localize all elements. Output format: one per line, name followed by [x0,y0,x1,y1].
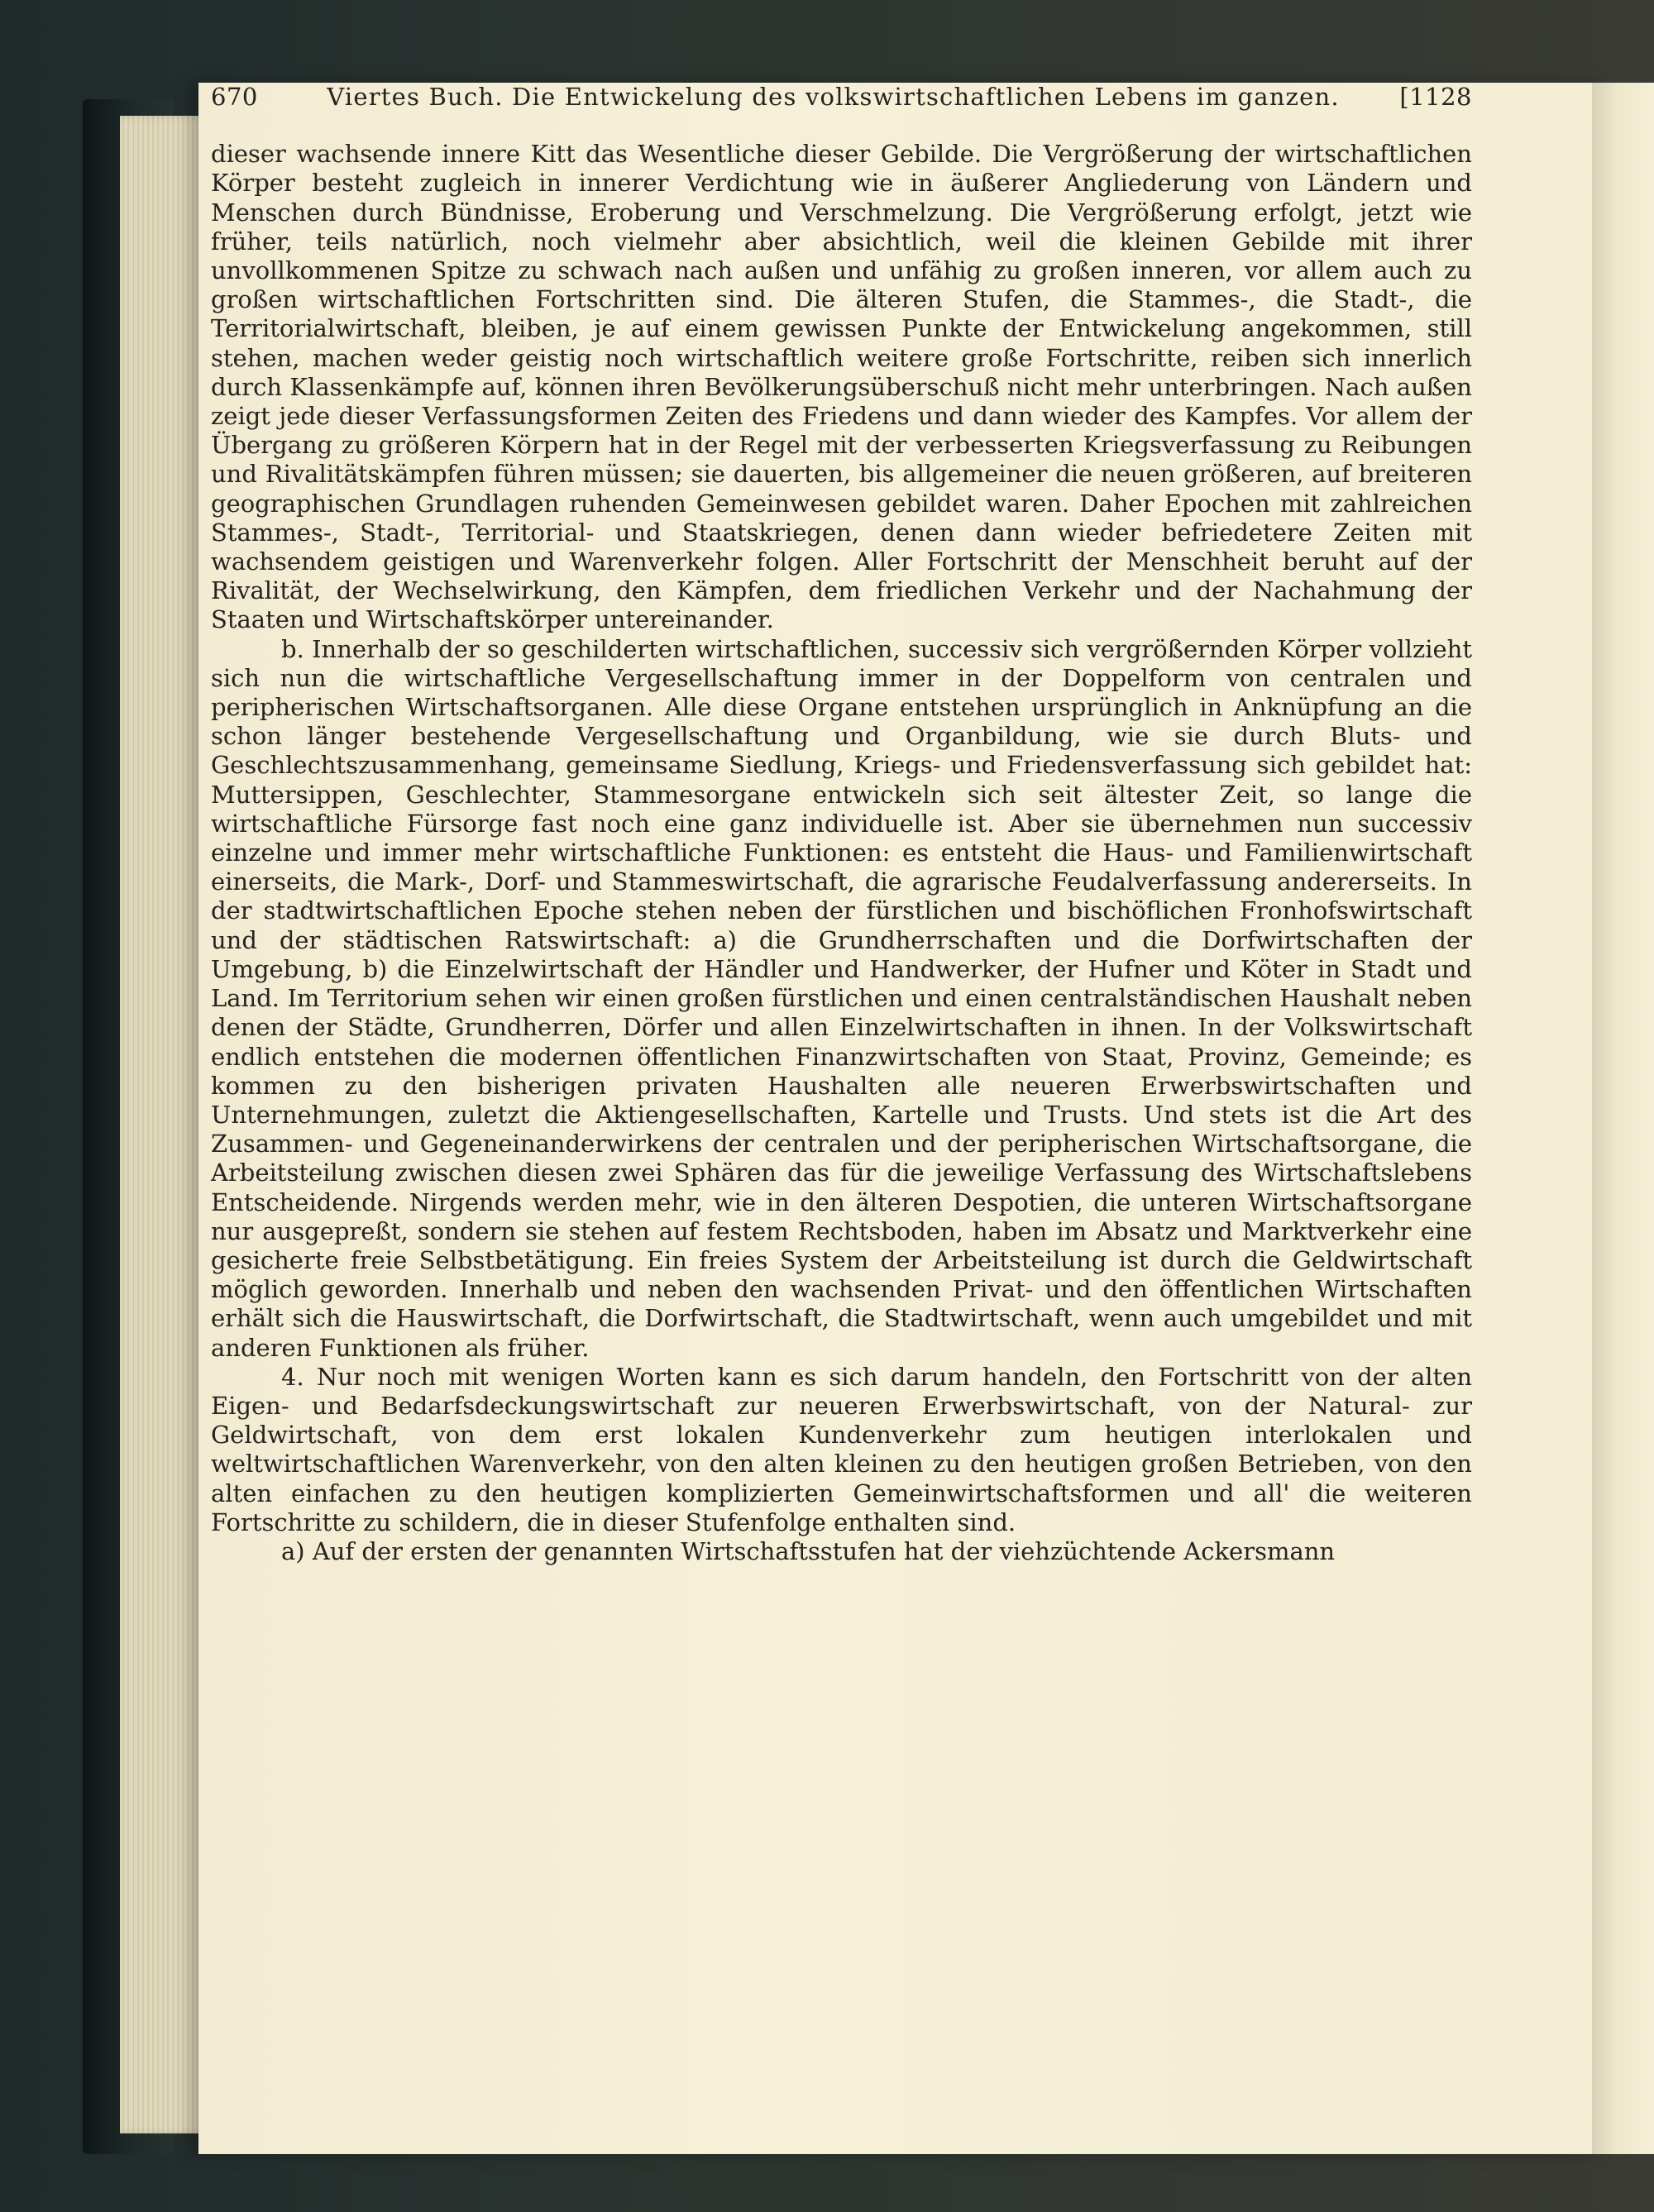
body-paragraph: a) Auf der ersten der genannten Wirtschaftsstufen hat der viehzüchtende Ackersmann [281,1536,1336,1565]
running-title: Viertes Buch. Die Entwickelung des volkswirtschaftlichen Lebens im ganzen. [327,83,1340,111]
body-paragraph: dieser wachsende innere Kitt das Wesentliche dieser Gebilde. Die Vergrößerung der wirtschaftlichen Körper besteht zugleich in innerer Verdichtung wie in äußerer Angliederung von Ländern und Menschen durch Bündnisse, Eroberung und Verschmelzung. Die Vergrößerung erfolgt, jetzt wie früher, teils natürlich, noch vielmehr aber absichtlich, weil die kleinen Gebilde mit ihrer unvollkommenen Spitze zu schwach nach außen und unfähig zu großen inneren, vor allem auch zu großen wirtschaftlichen Fortschritten sind. Die älteren Stufen, die Stammes-, die Stadt-, die Territorialwirtschaft, bleiben, je auf einem gewissen Punkte der Entwickelung angekommen, still stehen, machen weder geistig noch wirtschaftlich weitere große Fortschritte, reiben sich innerlich durch Klassenkämpfe auf, können ihren Bevölkerungsüberschuß nicht mehr unterbringen. Nach außen zeigt jede dieser Verfassungsformen Zeiten des Friedens und dann wieder des Kampfes. Vor allem der Übergang zu größeren Körpern hat in der Regel mit der verbesserten Kriegsverfassung zu Reibungen und Rivalitätskämpfen führen müssen; sie dauerten, bis allgemeiner die neuen größeren, auf breiteren geographischen Grundlagen ruhenden Gemeinwesen gebildet waren. Daher Epochen mit zahlreichen Stammes-, Stadt-, Territorial- und Staatskriegen, denen dann wieder befriedetere Zeiten mit wachsendem geistigen und Warenverkehr folgen. Aller Fortschritt der Menschheit beruht auf der Rivalität, der Wechselwirkung, den Kämpfen, dem friedlichen Verkehr und der Nachahmung der Staaten und Wirtschaftskörper untereinander. [211,140,1472,634]
running-header [211,83,1472,112]
body-paragraph: b. Innerhalb der so geschilderten wirtschaftlichen, successiv sich vergrößernden Körper vollzieht sich nun die wirtschaftliche Vergesellschaftung immer in der Doppelform von centralen und peripherischen Wirtschaftsorganen. Alle diese Organe entstehen ursprünglich in Anknüpfung an die schon länger bestehende Vergesellschaftung und Organbildung, wie sie durch Bluts- und Geschlechtszusammenhang, gemeinsame Siedlung, Kriegs- und Friedensverfassung sich gebildet hat: Muttersippen, Geschlechter, Stammesorgane entwickeln sich seit ältester Zeit, so lange die wirtschaftliche Fürsorge fast noch eine ganz individuelle ist. Aber sie übernehmen nun successiv einzelne und immer mehr wirtschaftliche Funktionen: es entsteht die Haus- und Familienwirtschaft einerseits, die Mark-, Dorf- und Stammeswirtschaft, die agrarische Feudalverfassung andererseits. In der stadtwirtschaftlichen Epoche stehen neben der fürstlichen und bischöflichen Fronhofswirtschaft und der städtischen Ratswirtschaft: a) die Grundherrschaften und die Dorfwirtschaften der Umgebung, b) die Einzelwirtschaft der Händler und Handwerker, der Hufner und Köter in Stadt und Land. Im Territorium sehen wir einen großen fürstlichen und einen centralständischen Haushalt neben denen der Städte, Grundherren, Dörfer und allen Einzelwirtschaften in ihnen. In der Volkswirtschaft endlich entstehen die modernen öffentlichen Finanzwirtschaften von Staat, Provinz, Gemeinde; es kommen zu den bisherigen privaten Haushalten alle neueren Erwerbswirtschaften und Unternehmungen, zuletzt die Aktiengesellschaften, Kartelle und Trusts. Und stets ist die Art des Zusammen- und Gegeneinanderwirkens der centralen und der peripherischen Wirtschaftsorgane, die Arbeitsteilung zwischen diesen zwei Sphären das für die jeweilige Verfassung des Wirtschaftslebens Entscheidende. Nirgends werden mehr, wie in den älteren Despotien, die unteren Wirtschaftsorgane nur ausgepreßt, sondern sie stehen auf festem Rechtsboden, haben im Absatz und Marktverkehr eine gesicherte freie Selbstbetätigung. Ein freies System der Arbeitsteilung ist durch die Geldwirtschaft möglich geworden. Innerhalb und neben den wachsenden Privat- und den öffentlichen Wirtschaften erhält sich die Hauswirtschaft, die Dorfwirtschaft, die Stadtwirtschaft, wenn auch umgebildet und mit anderen Funktionen als früher. [211,634,1472,1362]
page-text [211,83,1472,1566]
opposite-page-edge [1592,83,1654,2154]
bracket-page-number: [1128 [1399,83,1472,111]
page-number: 670 [211,83,258,111]
body-paragraph: 4. Nur noch mit wenigen Worten kann es sich darum handeln, den Fortschritt von der alten Eigen- und Bedarfsdeckungswirtschaft zur neueren Erwerbswirtschaft, von der Natural- zur Geldwirtschaft, von dem erst lokalen Kundenverkehr zum heutigen interlokalen und weltwirtschaftlichen Warenverkehr, von den alten kleinen zu den heutigen großen Betrieben, von den alten einfachen zu den heutigen komplizierten Gemeinwirtschaftsformen und all' die weiteren Fortschritte zu schildern, die in dieser Stufenfolge enthalten sind. [211,1362,1472,1536]
